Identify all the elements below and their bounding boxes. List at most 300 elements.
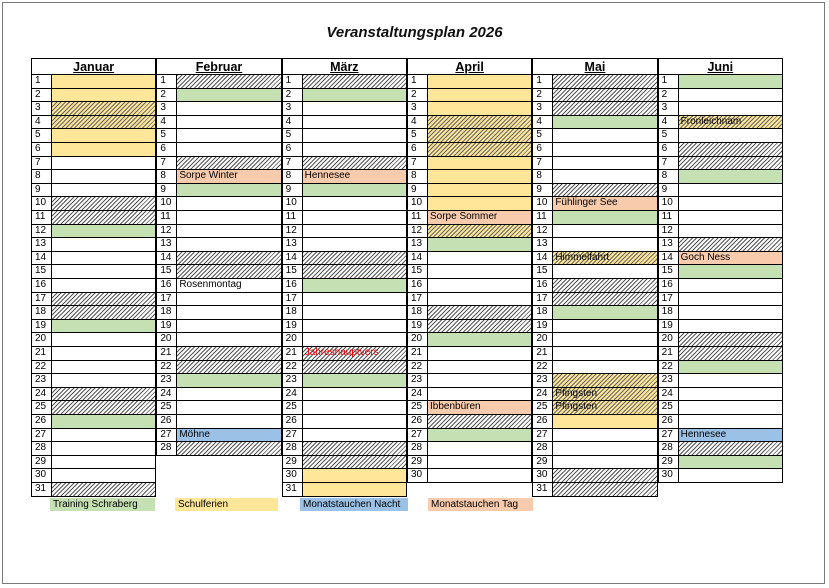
- day-row: [658, 293, 783, 307]
- day-event-cell: [176, 388, 281, 401]
- day-row: [407, 320, 532, 334]
- day-row: [407, 401, 532, 415]
- day-row: [31, 279, 156, 293]
- day-event-cell: [552, 442, 657, 455]
- day-number: 25: [282, 401, 302, 414]
- day-event-cell: [176, 265, 281, 278]
- day-row: [658, 116, 783, 130]
- day-number: 22: [156, 361, 176, 374]
- day-row: [156, 143, 281, 157]
- day-event-cell: [51, 483, 156, 496]
- day-event-cell: [51, 361, 156, 374]
- day-row: [658, 89, 783, 103]
- day-row: [31, 75, 156, 89]
- day-row: [532, 388, 657, 402]
- day-row: [407, 456, 532, 470]
- day-row: [31, 157, 156, 171]
- day-event-cell: [678, 456, 783, 469]
- day-number: 17: [282, 293, 302, 306]
- day-row: [31, 456, 156, 470]
- day-row: [658, 388, 783, 402]
- day-event-cell: Ibbenbüren: [427, 401, 532, 414]
- day-row: [282, 306, 407, 320]
- day-event-cell: [302, 252, 407, 265]
- day-row: [282, 102, 407, 116]
- day-number: 28: [407, 442, 427, 455]
- day-row: [658, 347, 783, 361]
- page-title: Veranstaltungsplan 2026: [326, 24, 503, 41]
- day-row: [658, 469, 783, 483]
- day-row: [658, 157, 783, 171]
- legend-item: Training Schraberg: [50, 498, 155, 511]
- day-number: 24: [156, 388, 176, 401]
- day-row: [156, 116, 281, 130]
- day-number: 29: [282, 456, 302, 469]
- day-number: 30: [658, 469, 678, 482]
- day-event-cell: [427, 469, 532, 482]
- day-event-cell: [427, 143, 532, 156]
- day-event-cell: [176, 75, 281, 88]
- day-event-cell: [51, 401, 156, 414]
- day-number: 11: [31, 211, 51, 224]
- day-row: [282, 320, 407, 334]
- day-event-cell: [302, 388, 407, 401]
- day-number: 14: [156, 252, 176, 265]
- month-header: Januar: [31, 58, 156, 75]
- day-row: [31, 89, 156, 103]
- day-row: [31, 116, 156, 130]
- day-number: 28: [156, 442, 176, 455]
- month-header: Februar: [156, 58, 281, 75]
- day-number: 12: [282, 225, 302, 238]
- day-row: [282, 415, 407, 429]
- day-row: [407, 197, 532, 211]
- day-row: [156, 225, 281, 239]
- day-number: 16: [658, 279, 678, 292]
- day-event-cell: [51, 157, 156, 170]
- day-row: [282, 333, 407, 347]
- day-row: [156, 170, 281, 184]
- day-row: [282, 265, 407, 279]
- day-number: 15: [156, 265, 176, 278]
- day-event-cell: [51, 143, 156, 156]
- day-row: [31, 129, 156, 143]
- day-number: 13: [282, 238, 302, 251]
- day-row: [31, 225, 156, 239]
- day-event-cell: [427, 75, 532, 88]
- day-row: [532, 143, 657, 157]
- day-row: [31, 374, 156, 388]
- day-row: [407, 129, 532, 143]
- day-row: [156, 442, 281, 456]
- day-event-cell: [51, 129, 156, 142]
- day-number: 25: [407, 401, 427, 414]
- day-number: 16: [156, 279, 176, 292]
- day-event-cell: [302, 238, 407, 251]
- day-row: [282, 429, 407, 443]
- day-number: 9: [658, 184, 678, 197]
- day-event-cell: [552, 306, 657, 319]
- day-event-cell: [552, 102, 657, 115]
- day-event-cell: [51, 211, 156, 224]
- day-event-cell: [176, 333, 281, 346]
- day-row: [658, 265, 783, 279]
- day-number: 10: [532, 197, 552, 210]
- day-number: 23: [282, 374, 302, 387]
- day-event-cell: [176, 157, 281, 170]
- day-row: [31, 197, 156, 211]
- day-event-cell: [678, 374, 783, 387]
- day-row: [282, 225, 407, 239]
- month-header: Juni: [658, 58, 783, 75]
- day-number: 24: [407, 388, 427, 401]
- day-number: 11: [658, 211, 678, 224]
- day-row: [282, 170, 407, 184]
- day-number: 19: [658, 320, 678, 333]
- day-event-cell: [678, 415, 783, 428]
- day-number: 31: [31, 483, 51, 496]
- day-event-cell: [552, 374, 657, 387]
- day-row: [658, 320, 783, 334]
- day-event-cell: [51, 347, 156, 360]
- day-row: [532, 102, 657, 116]
- legend-item: Monatstauchen Nacht: [300, 498, 408, 511]
- day-event-cell: [552, 293, 657, 306]
- day-number: 3: [31, 102, 51, 115]
- day-event-cell: [302, 320, 407, 333]
- day-number: 4: [31, 116, 51, 129]
- day-event-cell: [678, 293, 783, 306]
- day-event-cell: [302, 279, 407, 292]
- day-event-cell: [427, 293, 532, 306]
- day-row: [156, 293, 281, 307]
- day-event-cell: [552, 320, 657, 333]
- day-number: 6: [282, 143, 302, 156]
- day-number: 26: [156, 415, 176, 428]
- day-event-cell: [51, 306, 156, 319]
- day-number: 11: [156, 211, 176, 224]
- day-row: [532, 347, 657, 361]
- day-row: [658, 361, 783, 375]
- day-number: 19: [282, 320, 302, 333]
- calendar-grid: [31, 58, 783, 498]
- day-event-cell: [427, 415, 532, 428]
- day-row: [658, 442, 783, 456]
- day-row: [407, 279, 532, 293]
- day-event-cell: Jahreshauptvers: [302, 347, 407, 360]
- day-number: 19: [407, 320, 427, 333]
- day-number: 22: [31, 361, 51, 374]
- day-event-cell: [552, 75, 657, 88]
- day-row: [658, 306, 783, 320]
- day-row: [532, 320, 657, 334]
- day-number: 1: [156, 75, 176, 88]
- day-number: 6: [658, 143, 678, 156]
- day-number: 24: [658, 388, 678, 401]
- day-row: [658, 225, 783, 239]
- day-row: [156, 75, 281, 89]
- day-row: [407, 157, 532, 171]
- day-event-cell: [678, 129, 783, 142]
- day-event-cell: [302, 116, 407, 129]
- day-number: 3: [658, 102, 678, 115]
- day-event-cell: [678, 238, 783, 251]
- day-row: [31, 320, 156, 334]
- day-event-cell: [427, 89, 532, 102]
- day-number: 10: [658, 197, 678, 210]
- day-event-cell: [176, 306, 281, 319]
- day-event-cell: [302, 306, 407, 319]
- day-row: [658, 415, 783, 429]
- day-number: 18: [532, 306, 552, 319]
- day-event-cell: Pfingsten: [552, 401, 657, 414]
- day-event-cell: [427, 456, 532, 469]
- day-event-cell: [302, 469, 407, 482]
- day-number: 4: [407, 116, 427, 129]
- day-row: [407, 211, 532, 225]
- day-number: 16: [532, 279, 552, 292]
- day-event-cell: [176, 197, 281, 210]
- day-number: 10: [282, 197, 302, 210]
- day-number: 26: [532, 415, 552, 428]
- day-number: 7: [282, 157, 302, 170]
- day-row: [532, 361, 657, 375]
- day-event-cell: [176, 347, 281, 360]
- day-event-cell: Hennesee: [678, 429, 783, 442]
- day-event-cell: [552, 89, 657, 102]
- day-number: 18: [658, 306, 678, 319]
- day-row: [282, 157, 407, 171]
- day-number: 18: [31, 306, 51, 319]
- day-event-cell: [678, 279, 783, 292]
- day-number: 31: [532, 483, 552, 496]
- day-event-cell: [302, 89, 407, 102]
- day-event-cell: [176, 320, 281, 333]
- day-number: 24: [31, 388, 51, 401]
- day-event-cell: [427, 197, 532, 210]
- day-event-cell: [678, 170, 783, 183]
- day-event-cell: [51, 116, 156, 129]
- day-row: [407, 293, 532, 307]
- day-number: 3: [156, 102, 176, 115]
- day-row: [658, 184, 783, 198]
- day-event-cell: [176, 252, 281, 265]
- day-event-cell: [552, 211, 657, 224]
- day-event-cell: [678, 361, 783, 374]
- day-event-cell: [427, 157, 532, 170]
- day-row: [658, 143, 783, 157]
- day-row: [31, 347, 156, 361]
- day-number: 26: [282, 415, 302, 428]
- month-column-februar: [156, 58, 281, 498]
- day-number: 30: [532, 469, 552, 482]
- day-number: 9: [31, 184, 51, 197]
- day-event-cell: [51, 238, 156, 251]
- day-event-cell: [678, 265, 783, 278]
- day-event-cell: [51, 89, 156, 102]
- day-number: 30: [31, 469, 51, 482]
- day-event-cell: [678, 306, 783, 319]
- day-row: [407, 143, 532, 157]
- day-event-cell: [552, 170, 657, 183]
- day-row: [532, 333, 657, 347]
- day-number: 8: [282, 170, 302, 183]
- day-row: [31, 442, 156, 456]
- day-number: 28: [31, 442, 51, 455]
- day-row: [282, 143, 407, 157]
- day-row: [156, 252, 281, 266]
- day-row: [532, 415, 657, 429]
- day-row: [407, 306, 532, 320]
- day-row: [532, 225, 657, 239]
- day-row: [156, 429, 281, 443]
- day-number: 10: [31, 197, 51, 210]
- day-row: [532, 306, 657, 320]
- day-row: [282, 483, 407, 497]
- day-number: 20: [282, 333, 302, 346]
- day-number: 17: [658, 293, 678, 306]
- day-event-cell: [51, 388, 156, 401]
- day-event-cell: Goch Ness: [678, 252, 783, 265]
- day-number: 7: [532, 157, 552, 170]
- day-row: [658, 170, 783, 184]
- day-row: [407, 265, 532, 279]
- day-number: 8: [658, 170, 678, 183]
- day-event-cell: [302, 184, 407, 197]
- day-event-cell: [302, 197, 407, 210]
- day-number: 19: [532, 320, 552, 333]
- day-event-cell: [678, 75, 783, 88]
- day-number: 23: [532, 374, 552, 387]
- day-event-cell: [427, 320, 532, 333]
- day-row: [658, 129, 783, 143]
- day-event-cell: [552, 333, 657, 346]
- day-number: 22: [532, 361, 552, 374]
- day-number: 3: [282, 102, 302, 115]
- day-row: [156, 157, 281, 171]
- day-row: [31, 401, 156, 415]
- day-number: 9: [407, 184, 427, 197]
- day-event-cell: [552, 116, 657, 129]
- day-number: 5: [156, 129, 176, 142]
- day-row: [658, 429, 783, 443]
- day-number: 6: [407, 143, 427, 156]
- day-number: 7: [407, 157, 427, 170]
- day-event-cell: [51, 456, 156, 469]
- day-number: 15: [407, 265, 427, 278]
- day-event-cell: [678, 102, 783, 115]
- day-event-cell: [678, 197, 783, 210]
- day-row: [407, 225, 532, 239]
- day-number: 5: [658, 129, 678, 142]
- day-row: [282, 211, 407, 225]
- day-number: 28: [282, 442, 302, 455]
- day-number: 2: [31, 89, 51, 102]
- day-event-cell: [678, 89, 783, 102]
- day-row: [407, 116, 532, 130]
- day-event-cell: [302, 374, 407, 387]
- day-event-cell: Fronleichnam: [678, 116, 783, 129]
- day-row: [532, 456, 657, 470]
- day-event-cell: [51, 170, 156, 183]
- day-event-cell: [176, 238, 281, 251]
- day-event-cell: [552, 415, 657, 428]
- day-row: [407, 252, 532, 266]
- day-event-cell: Fühlinger See: [552, 197, 657, 210]
- day-row: [282, 456, 407, 470]
- day-event-cell: [678, 184, 783, 197]
- day-row: [156, 374, 281, 388]
- day-row: [282, 361, 407, 375]
- day-event-cell: [302, 211, 407, 224]
- day-event-cell: Hennesee: [302, 170, 407, 183]
- day-event-cell: [302, 333, 407, 346]
- day-row: [31, 252, 156, 266]
- day-number: 31: [282, 483, 302, 496]
- day-number: 10: [407, 197, 427, 210]
- day-event-cell: [176, 293, 281, 306]
- day-number: 14: [407, 252, 427, 265]
- day-number: 12: [532, 225, 552, 238]
- day-row: [31, 265, 156, 279]
- day-row: [658, 401, 783, 415]
- day-number: 23: [658, 374, 678, 387]
- day-number: 11: [407, 211, 427, 224]
- day-event-cell: [176, 401, 281, 414]
- day-event-cell: Rosenmontag: [176, 279, 281, 292]
- day-event-cell: [51, 374, 156, 387]
- day-event-cell: [176, 116, 281, 129]
- day-event-cell: [678, 347, 783, 360]
- day-number: 29: [532, 456, 552, 469]
- day-row: [407, 483, 532, 497]
- day-row: [282, 388, 407, 402]
- day-number: 4: [532, 116, 552, 129]
- day-event-cell: [302, 415, 407, 428]
- day-event-cell: [678, 143, 783, 156]
- day-number: 26: [658, 415, 678, 428]
- day-event-cell: [678, 401, 783, 414]
- day-row: [31, 211, 156, 225]
- day-number: 24: [282, 388, 302, 401]
- day-row: [407, 388, 532, 402]
- day-number: 12: [658, 225, 678, 238]
- day-event-cell: [427, 238, 532, 251]
- day-number: 18: [407, 306, 427, 319]
- day-number: 17: [532, 293, 552, 306]
- day-number: 21: [156, 347, 176, 360]
- day-number: 27: [407, 429, 427, 442]
- day-row: [282, 279, 407, 293]
- day-row: [156, 361, 281, 375]
- day-event-cell: [302, 129, 407, 142]
- day-event-cell: [678, 211, 783, 224]
- day-row: [532, 129, 657, 143]
- day-event-cell: [427, 184, 532, 197]
- day-event-cell: Sorpe Winter: [176, 170, 281, 183]
- day-event-cell: [678, 157, 783, 170]
- day-number: 12: [31, 225, 51, 238]
- day-row: [532, 252, 657, 266]
- day-row: [407, 75, 532, 89]
- day-number: 15: [31, 265, 51, 278]
- day-number: 8: [31, 170, 51, 183]
- day-number: 27: [282, 429, 302, 442]
- day-row: [31, 483, 156, 497]
- day-event-cell: [51, 225, 156, 238]
- day-row: [156, 456, 281, 470]
- day-event-cell: [176, 102, 281, 115]
